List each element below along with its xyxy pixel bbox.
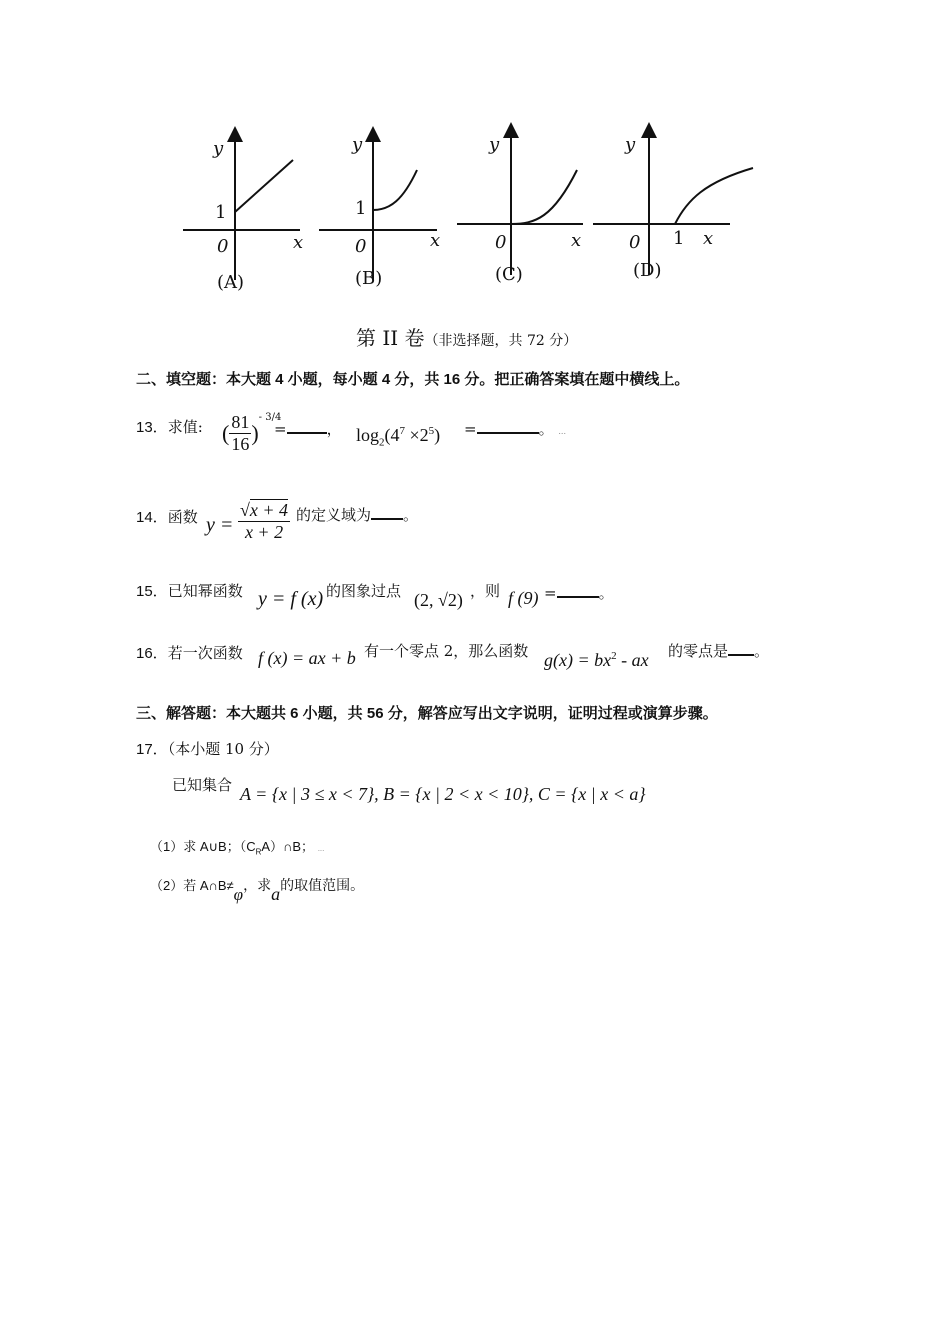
origin-c: 0 — [495, 232, 507, 253]
q16-g — [544, 650, 649, 671]
q14-end: 。 — [403, 506, 419, 524]
q17-points: （本小题 10 分） — [167, 740, 279, 758]
label-a: (A) — [217, 272, 245, 293]
origin-a: 0 — [217, 236, 229, 257]
q14-den: x + 2 — [244, 522, 284, 542]
q13-answer2 — [464, 418, 566, 439]
x-label-c: x — [571, 230, 582, 251]
q14 — [136, 506, 198, 527]
q13-log-arg: (4 — [384, 425, 400, 445]
function-graphs — [175, 120, 765, 300]
q13-answer1 — [274, 418, 342, 439]
q13-log-exp1: 7 — [399, 425, 406, 437]
q13-blank2 — [477, 418, 539, 434]
q14-prompt: 函数 — [167, 508, 198, 526]
q13-frac-den: 16 — [231, 434, 250, 454]
q15-number: 15． — [136, 583, 168, 600]
q14-blank — [371, 504, 403, 520]
q13-number: 13． — [136, 419, 168, 436]
y-label-c: y — [489, 134, 500, 155]
q16-g-text: g(x) = bx — [544, 650, 612, 670]
q14-number: 14． — [136, 509, 168, 526]
q16-mid: 有一个零点 2，那么函数 — [364, 642, 529, 660]
mark-a: 1 — [215, 202, 227, 223]
q17-part1-post: A）∩B； — [261, 839, 315, 854]
label-b: (B) — [355, 268, 383, 289]
q13 — [136, 416, 203, 437]
section2-heading: 二、填空题：本大题 4 小题，每小题 4 分，共 16 分。把正确答案填在题中横线上。 — [136, 371, 690, 388]
q15-point: (2, √2) — [414, 590, 463, 610]
mark-d: 1 — [673, 228, 685, 249]
x-label-a: x — [293, 232, 304, 253]
q16-suffix-text: 的零点是 — [668, 642, 729, 660]
q13-mark: ... — [558, 427, 567, 436]
x-label-b: x — [430, 230, 441, 251]
graph-d — [593, 130, 753, 281]
q15-then: ，则 — [470, 582, 501, 600]
q13-frac-num: 81 — [231, 412, 250, 432]
q16-suffix — [668, 640, 769, 661]
q14-num: √x + 4 — [240, 500, 289, 520]
y-label-d: y — [625, 134, 636, 155]
q15-blank — [557, 582, 599, 598]
y-label-b: y — [352, 134, 363, 155]
part2-subtitle: （非选择题，共 72 分） — [424, 333, 578, 349]
q17-number: 17． — [136, 741, 168, 758]
q14-fraction — [238, 500, 290, 543]
q13-log: log — [356, 425, 380, 445]
q13-log-mid: ×2 — [405, 425, 429, 445]
q17-part1 — [150, 836, 324, 857]
graphs-svg — [175, 120, 765, 300]
q15-func: y = f (x) — [258, 588, 324, 610]
q15-mid: 的图象过点 — [326, 582, 402, 600]
q15-end: 。 — [598, 584, 614, 602]
origin-b: 0 — [355, 236, 367, 257]
curve-c — [475, 170, 577, 224]
q13-log-exp2: 5 — [428, 425, 435, 437]
q17-phi: φ — [233, 885, 244, 904]
q13-prompt: 求值: — [167, 418, 203, 436]
q13-expr2 — [356, 425, 440, 449]
part2-title: 第 II 卷 — [356, 326, 425, 350]
curve-d — [675, 168, 753, 224]
q13-eq2: = — [464, 420, 477, 438]
q17-part2-mid: ，求 — [243, 878, 272, 894]
q16-end: 。 — [754, 642, 770, 660]
q13-blank1 — [287, 418, 327, 434]
q16-g-tail: - ax — [616, 650, 649, 670]
label-c: (C) — [495, 264, 523, 285]
q13-expr1: ( $\frac{81}{16}$ )$^{- 3/4}$ — [222, 412, 282, 454]
q17-header — [136, 738, 279, 759]
q16-prompt: 若一次函数 — [167, 644, 243, 662]
q16-g-exp: 2 — [611, 650, 617, 662]
q17-part1-sub: R — [255, 847, 262, 857]
q16-blank — [728, 640, 754, 656]
graph-c — [457, 130, 583, 285]
q17-part2-pre: （2）若 A∩B≠ — [150, 878, 234, 893]
q15-prompt: 已知幂函数 — [167, 582, 243, 600]
label-d: (D) — [633, 260, 662, 281]
q17-a: a — [271, 884, 281, 904]
section3-heading: 三、解答题：本大题共 6 小题，共 56 分，解答应写出文字说明，证明过程或演算步骤。 — [136, 705, 718, 722]
q17-part1-pre: （1）求 A∪B；（C — [150, 839, 256, 854]
q13-end: 。 — [538, 420, 554, 438]
q14-suffix — [296, 504, 418, 525]
q13-log-base: 2 — [379, 436, 385, 449]
q16 — [136, 642, 243, 663]
q16-f: f (x) = ax + b — [258, 648, 356, 668]
q16-number: 16． — [136, 645, 168, 662]
q13-eq1: = — [274, 420, 287, 438]
q15-target: f (9) — [508, 588, 539, 608]
q17-part2 — [150, 874, 365, 904]
graph-b — [319, 134, 440, 289]
q17-sets: A = {x | 3 ≤ x < 7}, B = {x | 2 < x < 10}, C = {x | x < a} — [240, 784, 646, 804]
q13-exponent: - 3/4 — [258, 412, 282, 423]
q17-part1-mark: ... — [317, 844, 325, 853]
q13-comma: ， — [326, 420, 342, 438]
curve-a — [235, 160, 293, 212]
q14-lhs: y = — [206, 514, 234, 536]
q15 — [136, 580, 243, 601]
graph-a — [183, 134, 303, 293]
y-label-a: y — [213, 138, 224, 159]
q13-log-close: ) — [434, 425, 441, 445]
part2-heading — [356, 322, 577, 351]
q17-intro: 已知集合 — [172, 776, 233, 794]
mark-b: 1 — [355, 198, 367, 219]
x-label-d: x — [703, 228, 714, 249]
q15-eq: = — [544, 584, 557, 602]
q15-answer — [544, 582, 614, 603]
origin-d: 0 — [629, 232, 641, 253]
q17-part2-post: 的取值范围。 — [280, 878, 365, 894]
curve-b — [373, 170, 417, 210]
q14-suffix-text: 的定义域为 — [296, 506, 372, 524]
